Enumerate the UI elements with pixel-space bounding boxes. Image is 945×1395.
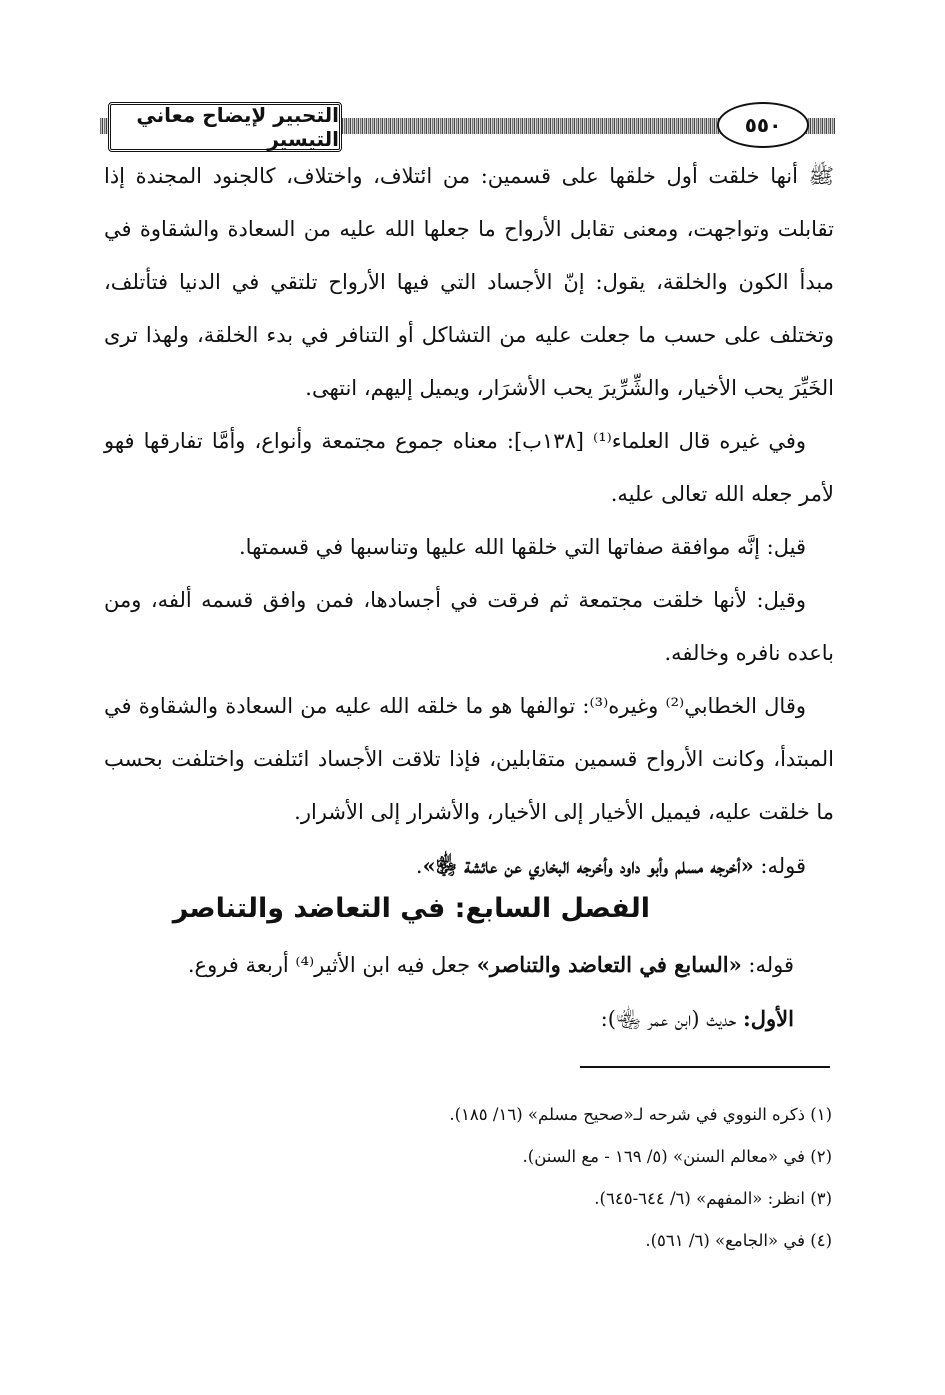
header-title-frame <box>108 102 342 152</box>
book-title: التحبير لإيضاح معاني التيسير <box>136 103 339 151</box>
page-number-oval <box>717 102 809 148</box>
footnote-4: (٤) في «الجامع» (٦/ ٥٦١). <box>645 1231 832 1250</box>
p6-quote: «أخرجه مسلم وأبو داود وأخرجه البخاري عن عائشة ﵂» <box>422 853 754 878</box>
paragraph-2: وفي غيره قال العلماء⁽¹⁾ [١٣٨ب]: معناه جموع مجتمعة وأنواع، وأمَّا تفارقها فهو لأمر جعله الله تعالى عليه. <box>104 429 834 506</box>
paragraph-1: ﷺ أنها خلقت أول خلقها على قسمين: من ائتلاف، واختلاف، كالجنود المجندة إذا تقابلت وتواجهت، ومعنى تقابل الأرواح ما جعلها الله عليه من السعادة والشقاوة في مبدأ الكون والخلقة، يقول: إنّ الأجساد التي فيها الأرواح تلتقي في الدنيا فتأتلف، وتختلف على حسب ما جعلت عليه من التشاكل أو التنافر في بدء الخلقة، ولهذا ترى الخَيِّرَ يحب الأخيار، والشِّرِّيرَ يحب الأشرَار، ويميل إليهم، انتهى. <box>104 164 834 400</box>
page-number: ٥٥٠ <box>744 113 782 137</box>
line1-suffix: جعل فيه ابن الأثير⁽⁴⁾ أربعة فروع. <box>187 953 477 977</box>
main-text <box>104 150 834 893</box>
line1-quote: «السابع في التعاضد والتناصر» <box>476 952 742 977</box>
chapter-line-1 <box>104 938 794 992</box>
chapter-line-2 <box>104 992 794 1046</box>
p6-prefix: قوله: <box>753 854 806 878</box>
paragraph-6 <box>104 839 834 893</box>
line2-text: حديث (ابن عمر ﵄): <box>600 1007 744 1031</box>
paragraph-4: وقيل: لأنها خلقت مجتمعة ثم فرقت في أجسادها، فمن وافق قسمه ألفه، ومن باعده نافره وخالفه. <box>104 588 834 665</box>
footnote-2: (٢) في «معالم السنن» (٥/ ١٦٩ - مع السنن). <box>522 1147 832 1166</box>
footnote-1: (١) ذكره النووي في شرحه لـ«صحيح مسلم» (١٦/ ١٨٥). <box>449 1105 832 1124</box>
paragraph-3: قيل: إنَّه موافقة صفاتها التي خلقها الله عليها وتناسبها في قسمتها. <box>239 535 806 559</box>
chapter-heading: الفصل السابع: في التعاضد والتناصر <box>172 893 650 924</box>
p6-suffix: . <box>415 854 423 878</box>
footnote-3: (٣) انظر: «المفهم» (٦/ ٦٤٤-٦٤٥). <box>594 1189 832 1208</box>
chapter-intro <box>104 938 794 1046</box>
paragraph-5: وقال الخطابي⁽²⁾ وغيره⁽³⁾: توالفها هو ما خلقه الله عليه من السعادة والشقاوة في المبتدأ، وكانت الأرواح قسمين متقابلين، فإذا تلاقت الأجساد ائتلفت واختلفت بحسب ما خلقت عليه، فيميل الأخيار إلى الأخيار، والأشرار إلى الأشرار. <box>104 694 834 824</box>
line2-label: الأول: <box>743 1006 794 1031</box>
page-header <box>100 98 835 156</box>
footnotes <box>104 1094 832 1262</box>
line1-prefix: قوله: <box>741 953 794 977</box>
footnote-separator <box>580 1066 830 1068</box>
